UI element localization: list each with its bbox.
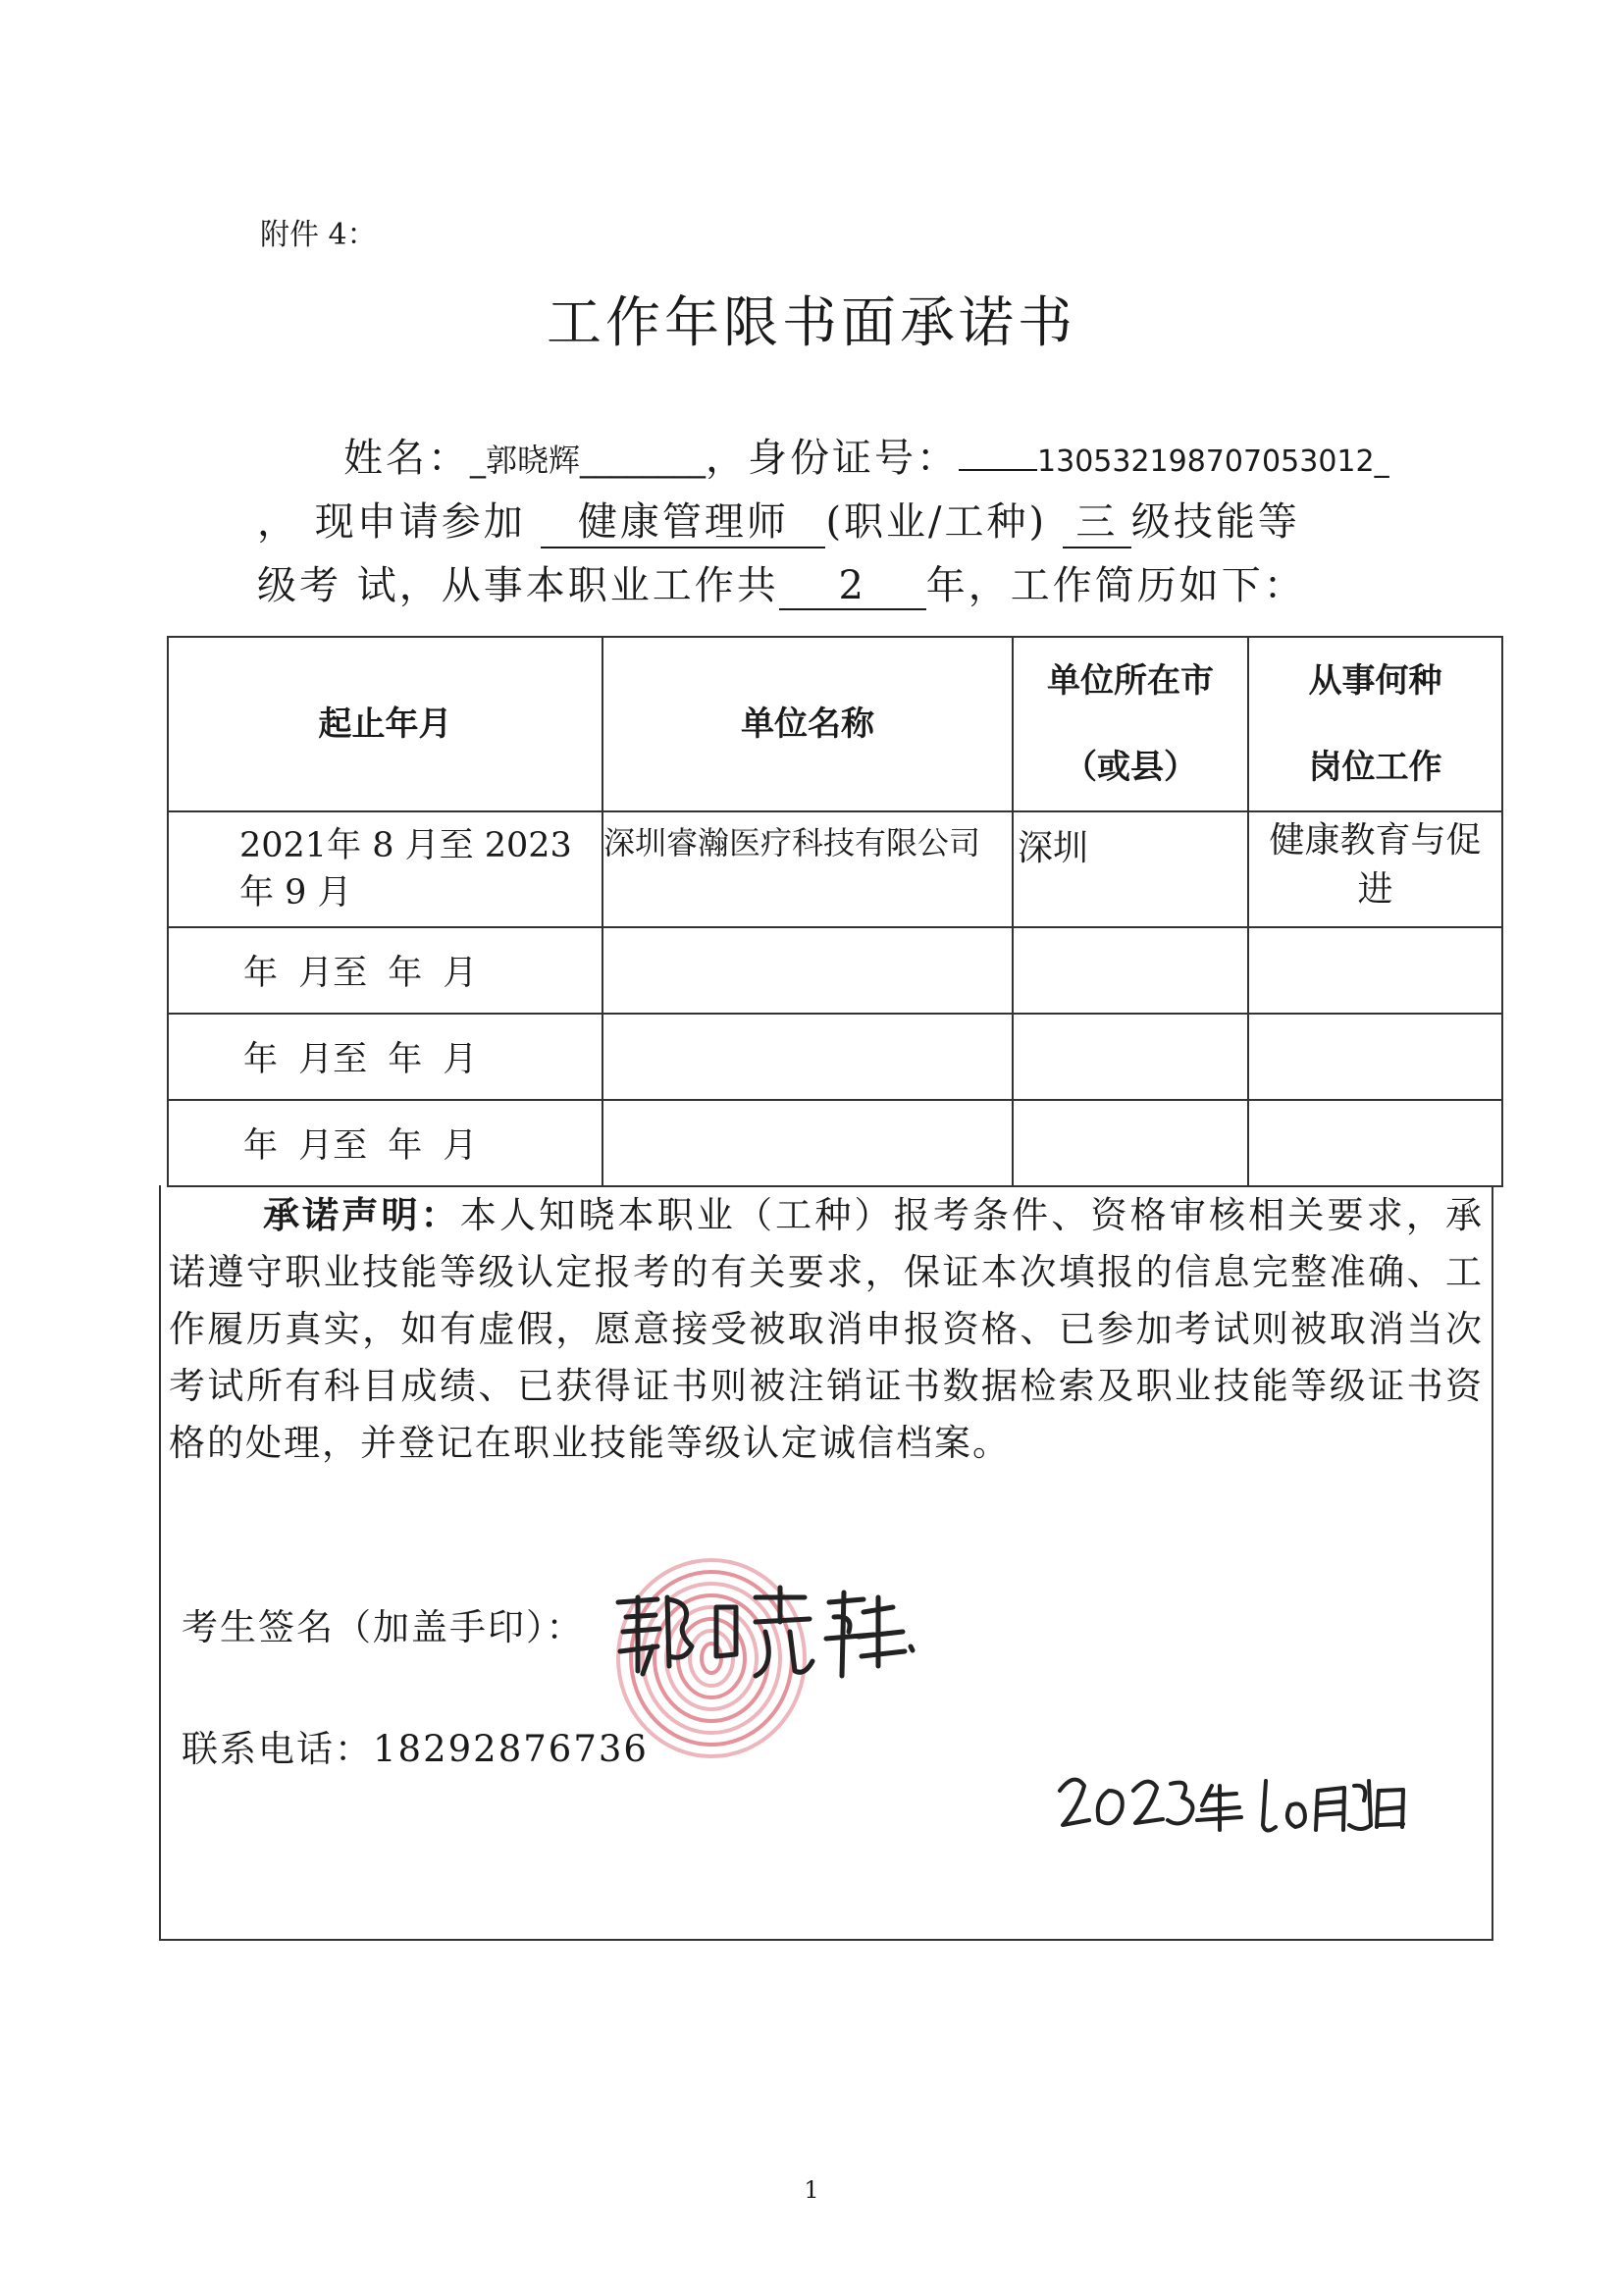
contact-phone: [182, 1719, 649, 1772]
id-number-field[interactable]: 130532198707053012_: [1037, 444, 1389, 479]
table-row: [168, 811, 1502, 927]
period-line2: 年 9 月: [239, 873, 352, 913]
header-city-line2: （或县）: [1064, 748, 1197, 787]
phone-label: 联系电话：: [182, 1728, 373, 1770]
header-company: 单位名称: [602, 637, 1013, 811]
applicant-line-2: [257, 491, 1300, 548]
level-suffix: 级技能等: [1130, 499, 1300, 545]
attachment-label: 附件 4：: [260, 218, 377, 252]
years-field[interactable]: 2: [779, 563, 926, 610]
years-suffix: 年，工作简历如下：: [925, 563, 1306, 608]
occupation-suffix: (职业/工种): [825, 499, 1048, 545]
post-line1: 健康教育与促: [1269, 820, 1482, 861]
post-line2: 进: [1357, 869, 1393, 910]
company-cell[interactable]: [602, 927, 1013, 1014]
post-cell[interactable]: [1248, 927, 1502, 1014]
handwritten-date: [1055, 1766, 1418, 1845]
id-label: ，身份证号：: [706, 436, 960, 481]
level-field[interactable]: 三: [1063, 491, 1131, 548]
applicant-line-1: [343, 427, 1389, 483]
name-label: 姓名：: [343, 436, 470, 481]
name-field[interactable]: _郭晓辉________: [470, 442, 707, 479]
city-cell[interactable]: 深圳: [1013, 811, 1248, 927]
post-cell[interactable]: [1248, 1100, 1502, 1186]
period-cell[interactable]: 年 月至 年 月: [168, 1100, 602, 1186]
statement-body: 本人知晓本职业（工种）报考条件、资格审核相关要求，承诺遵守职业技能等级认定报考的有关要求，保证本次填报的信息完整准确、工作履历真实，如有虚假，愿意接受被取消申报资格、已参加考试则被取消当次考试所有科目成绩、已获得证书则被注销证书数据检索及职业技能等级证书资格的处理，并登记在职业技能等级认定诚信档案。: [169, 1194, 1485, 1464]
statement-lead: 承诺声明：: [263, 1194, 460, 1236]
signature-label: 考生签名（加盖手印）：: [182, 1606, 585, 1648]
applicant-line-3: [257, 554, 1306, 610]
header-post-line2: 岗位工作: [1308, 748, 1442, 787]
table-row: [168, 927, 1502, 1014]
post-cell[interactable]: [1248, 1014, 1502, 1100]
exam-prefix: 级考 试，从事本职业工作共: [257, 563, 779, 608]
work-history-table: [167, 636, 1503, 1187]
id-underline-blank: [959, 469, 1037, 471]
period-cell[interactable]: 年 月至 年 月: [168, 1014, 602, 1100]
company-cell[interactable]: [602, 1014, 1013, 1100]
period-cell[interactable]: [168, 811, 602, 927]
city-cell[interactable]: [1013, 927, 1248, 1014]
header-city: [1013, 637, 1248, 811]
city-cell[interactable]: [1013, 1100, 1248, 1186]
period-line1: 2021年 8 月至 2023: [239, 826, 572, 865]
page-title: 工作年限书面承诺书: [547, 291, 1076, 355]
header-post: [1248, 637, 1502, 811]
apply-prefix: ， 现申请参加: [257, 499, 526, 545]
period-cell[interactable]: 年 月至 年 月: [168, 927, 602, 1014]
post-cell[interactable]: [1248, 811, 1502, 927]
commitment-statement: [169, 1187, 1484, 1472]
page-number: 1: [804, 2176, 819, 2204]
phone-number[interactable]: 18292876736: [373, 1728, 649, 1770]
handwritten-signature: [599, 1578, 922, 1686]
header-city-line1: 单位所在市: [1047, 661, 1214, 701]
city-cell[interactable]: [1013, 1014, 1248, 1100]
table-row: [168, 1100, 1502, 1186]
occupation-field[interactable]: 健康管理师: [541, 491, 825, 548]
table-row: [168, 1014, 1502, 1100]
header-post-line1: 从事何种: [1308, 661, 1442, 701]
table-header-row: [168, 637, 1502, 811]
header-period: 起止年月: [168, 637, 602, 811]
company-cell[interactable]: 深圳睿瀚医疗科技有限公司: [602, 811, 1013, 927]
company-cell[interactable]: [602, 1100, 1013, 1186]
